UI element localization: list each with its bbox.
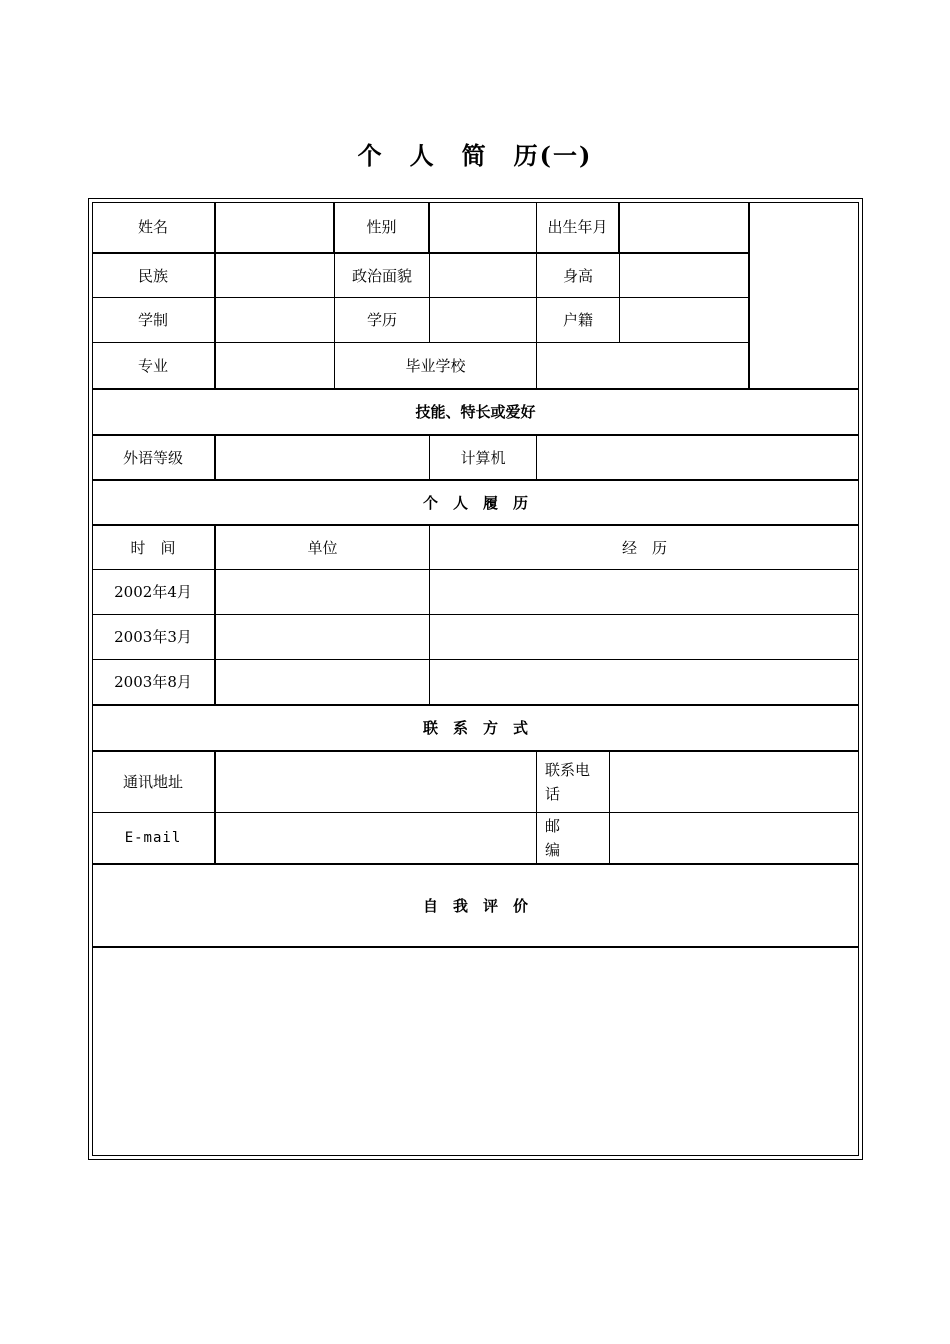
- name-field[interactable]: [216, 202, 333, 252]
- history-row-1-unit[interactable]: [216, 570, 429, 614]
- schooling-field[interactable]: [216, 298, 334, 342]
- email-label-text: E-mail: [124, 830, 182, 846]
- ethnicity-label: 民族: [137, 266, 168, 285]
- birth-label: [537, 202, 618, 252]
- page-title: 个 人 简 历(一): [357, 141, 593, 170]
- schooling-label: 学制: [137, 311, 168, 329]
- address-label: 通讯地址: [122, 773, 183, 791]
- history-col-experience-text: 经 历: [621, 538, 667, 557]
- height-field[interactable]: [620, 254, 748, 297]
- address-field[interactable]: [216, 752, 536, 812]
- language-label: 外语等级: [122, 448, 183, 467]
- email-label: [92, 813, 214, 863]
- history-col-time-text: 时 间: [130, 538, 176, 557]
- postcode-label-text: 邮编: [545, 817, 561, 859]
- school-label: 毕业学校: [405, 356, 466, 375]
- history-col-unit: 单位: [307, 538, 338, 557]
- school-field[interactable]: [537, 343, 748, 388]
- gender-field[interactable]: [430, 202, 536, 252]
- computer-field[interactable]: [537, 436, 859, 479]
- name-label: 姓名: [137, 218, 168, 236]
- photo-area[interactable]: [750, 202, 859, 388]
- history-row-1-time: 2002年4月: [114, 583, 192, 601]
- history-header: 个 人 履 历: [422, 493, 528, 512]
- history-col-experience: [430, 526, 859, 569]
- history-col-time: [92, 526, 214, 569]
- birth-label-text: 出生年月: [547, 218, 608, 236]
- postcode-field[interactable]: [610, 813, 859, 863]
- birth-field[interactable]: [620, 202, 748, 252]
- phone-label-text: 联系电话: [545, 761, 591, 803]
- history-row-2-time: 2003年3月: [114, 628, 192, 646]
- self-eval-content[interactable]: [92, 948, 859, 1156]
- major-label: 专业: [137, 356, 168, 375]
- history-row-2-unit[interactable]: [216, 615, 429, 659]
- history-row-3-experience[interactable]: [430, 660, 859, 704]
- history-row-3-time: 2003年8月: [114, 673, 192, 691]
- political-label: 政治面貌: [351, 266, 412, 285]
- major-field[interactable]: [216, 343, 334, 388]
- hukou-field[interactable]: [620, 298, 748, 342]
- language-field[interactable]: [216, 436, 429, 479]
- education-label: 学历: [366, 311, 397, 329]
- education-field[interactable]: [430, 298, 536, 342]
- self-eval-header: 自 我 评 价: [422, 896, 528, 915]
- history-row-3-unit[interactable]: [216, 660, 429, 704]
- phone-label: [537, 752, 609, 812]
- ethnicity-field[interactable]: [216, 254, 334, 297]
- phone-field[interactable]: [610, 752, 859, 812]
- history-row-2-experience[interactable]: [430, 615, 859, 659]
- gender-label: 性别: [366, 218, 397, 236]
- contact-header: 联 系 方 式: [422, 719, 528, 737]
- height-label: 身高: [562, 266, 593, 285]
- postcode-label: [537, 813, 609, 863]
- history-row-1-experience[interactable]: [430, 570, 859, 614]
- political-field[interactable]: [430, 254, 536, 297]
- computer-label: 计算机: [460, 448, 506, 467]
- skills-header: 技能、特长或爱好: [415, 403, 536, 421]
- email-field[interactable]: [216, 813, 536, 863]
- hukou-label: 户籍: [562, 311, 593, 329]
